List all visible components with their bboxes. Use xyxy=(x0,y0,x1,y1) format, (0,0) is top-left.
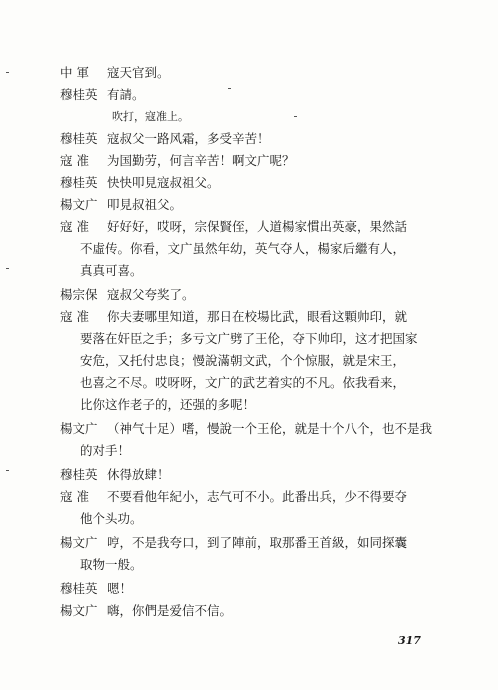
speaker-name: 寇 准 xyxy=(60,153,89,168)
dialogue-line xyxy=(60,218,480,235)
speaker-name: 楊文广 xyxy=(60,535,98,550)
dialogue-line xyxy=(60,420,480,437)
speaker-name: 楊文广 xyxy=(60,603,98,618)
dialogue-line xyxy=(60,466,480,483)
dialogue-line xyxy=(60,86,480,103)
continuation-line: 要落在奸臣之手；多亏文广劈了王伦，夺下帅印，这才把国家 xyxy=(80,331,418,346)
speaker-name: 穆桂英 xyxy=(60,175,98,190)
dialogue-line xyxy=(60,64,480,81)
dialogue-line xyxy=(60,286,480,303)
page-number: 317 xyxy=(398,634,421,647)
scan-speck xyxy=(6,72,9,73)
dialogue-text: 快快叩見寇叔祖父。 xyxy=(107,175,220,190)
speaker-name: 寇 准 xyxy=(60,489,89,504)
continuation-line: 的对手！ xyxy=(80,443,131,458)
speaker-name: 穆桂英 xyxy=(60,87,98,102)
continuation-line: 比你这作老子的，还强的多呢！ xyxy=(80,397,256,412)
continuation-line: 取物一般。 xyxy=(80,557,143,572)
speaker-name: 中 軍 xyxy=(60,65,89,80)
continuation-line: 不虛传。你看，文广虽然年幼，英气夺人，楊家后繼有人， xyxy=(80,241,406,256)
dialogue-line xyxy=(60,152,480,169)
dialogue-text: 不要看他年紀小，志气可不小。此番出兵，少不得要夺 xyxy=(107,489,408,504)
dialogue-text: 哼，不是我夸口，到了陣前，取那番王首級，如同探囊 xyxy=(107,535,408,550)
dialogue-text: 有請。 xyxy=(107,87,145,102)
dialogue-line xyxy=(60,534,480,551)
dialogue-text: 嗨，你們是爱信不信。 xyxy=(107,603,233,618)
speaker-name: 寇 准 xyxy=(60,309,89,324)
dialogue-text: 寇叔父夸奖了。 xyxy=(107,287,195,302)
speaker-name: 穆桂英 xyxy=(60,467,98,482)
continuation-line: 他个头功。 xyxy=(80,511,143,526)
dialogue-line xyxy=(60,196,480,213)
stage-direction: 吹打，寇准上。 xyxy=(112,110,189,123)
speaker-name: 楊宗保 xyxy=(60,287,98,302)
dialogue-text: 休得放肆！ xyxy=(107,467,170,482)
scan-speck xyxy=(294,116,297,117)
dialogue-text: 你夫妻哪里知道，那日在校場比武，眼看这顆帅印，就 xyxy=(107,309,408,324)
dialogue-line xyxy=(60,580,480,597)
dialogue-line xyxy=(60,308,480,325)
scan-speck xyxy=(6,268,9,269)
dialogue-line xyxy=(60,488,480,505)
dialogue-line xyxy=(60,130,480,147)
speaker-name: 楊文广 xyxy=(60,421,98,436)
scan-speck xyxy=(228,88,231,89)
continuation-line: 真真可喜。 xyxy=(80,263,143,278)
dialogue-text: 叩見叔祖父。 xyxy=(107,197,183,212)
speaker-name: 穆桂英 xyxy=(60,581,98,596)
dialogue-text: 为国勤劳，何言辛苦！啊文广呢？ xyxy=(107,153,295,168)
continuation-line: 也喜之不尽。哎呀呀，文广的武艺着实的不凡。依我看来， xyxy=(80,375,406,390)
scan-speck xyxy=(6,470,9,471)
speaker-name: 穆桂英 xyxy=(60,131,98,146)
dialogue-text: 寇天官到。 xyxy=(107,65,170,80)
speaker-name: 楊文广 xyxy=(60,197,98,212)
speaker-name: 寇 准 xyxy=(60,219,89,234)
dialogue-text: 寇叔父一路风霜，多受辛苦！ xyxy=(107,131,270,146)
dialogue-line xyxy=(60,174,480,191)
dialogue-text: 好好好，哎呀，宗保賢侄，人道楊家慣出英豪，果然話 xyxy=(107,219,408,234)
dialogue-line xyxy=(60,602,480,619)
dialogue-text: 嗯！ xyxy=(107,581,133,596)
dialogue-text: （神气十足）嗜，慢說一个王伦，就是十个八个，也不是我 xyxy=(107,421,433,436)
continuation-line: 安危，又托付忠良；慢說滿朝文武，个个惊服，就是宋王， xyxy=(80,353,406,368)
